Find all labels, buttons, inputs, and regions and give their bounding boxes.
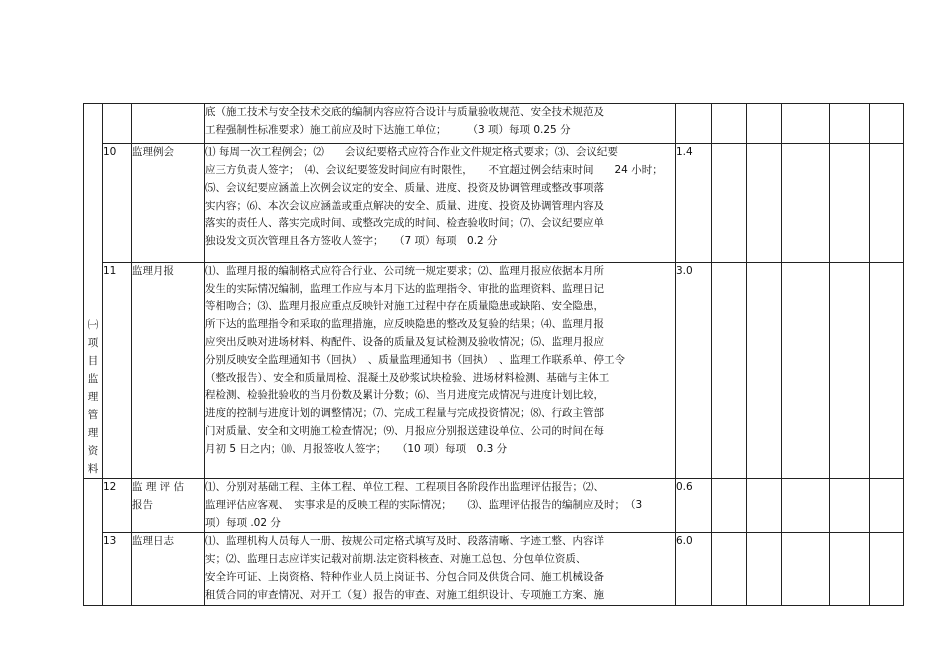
empty-cell	[870, 104, 904, 144]
empty-cell	[830, 262, 870, 478]
table-row	[84, 479, 904, 533]
empty-cell	[747, 479, 782, 533]
item-name: 监 理 评 估 报告	[132, 479, 205, 533]
empty-cell	[830, 104, 870, 144]
empty-cell	[870, 479, 904, 533]
item-content: ⑴ 每周一次工程例会；⑵ 会议纪要格式应符合作业文件规定格式要求；⑶、会议纪要 应三方负责人签字； ⑷、会议纪要签发时间应有时限性， 不宜超过例会结束时间 24 小时； ⑸、会议纪要应涵盖上次例会议定的安全、质量、进度、投资及协调管理或整改事项落 实内容；⑹、本次会议应涵盖或重点解决的安全、质量、进度、投资及协调管理内容及 落实的责任人、落实完成时间、或整改完成的时间、检查验收时间；⑺、会议纪要应单 独设发文页次管理且各方签收人签字； （7 项）每项 0.2 分	[205, 144, 676, 263]
scoring-table	[83, 103, 904, 606]
table-row	[84, 144, 904, 263]
empty-cell	[712, 533, 747, 605]
empty-cell	[870, 533, 904, 605]
category-label: ㈠ 项 目 监 理 管 理 资 料	[87, 319, 99, 475]
item-name: 监理日志	[132, 533, 205, 605]
item-score: 0.6	[676, 479, 712, 533]
item-name: 监理例会	[132, 144, 205, 263]
item-content: ⑴、监理月报的编制格式应符合行业、公司统一规定要求；⑵、监理月报应依据本月所 发生的实际情况编制，监理工作应与本月下达的监理指令、审批的监理资料、监理日记 等相吻合；⑶、监理月报应重点反映针对施工过程中存在质量隐患或缺陷、安全隐患， 所下达的监理指令和采取的监理措施，应反映隐患的整改及复验的结果；⑷、监理月报 应突出反映对进场材料、构配件、设备的质量及复试检测及验收情况；⑸、监理月报应 分别反映安全监理通知书（回执） 、质量监理通知书（回执） 、监理工作联系单、停工令 （整改报告）、安全和质量周检、混凝土及砂浆试块检验、进场材料检测、基础与主体工 程检测、检验批验收的当月份数及累计分数；⑹、当月进度完成情况与进度计划比较， 进度的控制与进度计划的调整情况；⑺、完成工程量与完成投资情况；⑻、行政主管部 门对质量、安全和文明施工检查情况；⑼、月报应分别报送建设单位、公司的时间在每 月初 5 日之内；⑽、月报签收人签字； （10 项）每项 0.3 分	[205, 262, 676, 478]
item-score	[676, 104, 712, 144]
item-name: 监理月报	[132, 262, 205, 478]
empty-cell	[782, 104, 830, 144]
item-content: ⑴、分别对基础工程、主体工程、单位工程、工程项目各阶段作出监理评估报告；⑵、 监理评估应客观、 实事求是的反映工程的实际情况； ⑶、监理评估报告的编制应及时； （3 项）每项 .02 分	[205, 479, 676, 533]
empty-cell	[830, 479, 870, 533]
item-name	[132, 104, 205, 144]
empty-cell	[830, 144, 870, 263]
empty-cell	[870, 262, 904, 478]
empty-cell	[782, 479, 830, 533]
empty-cell	[712, 144, 747, 263]
item-content: 底（施工技术与安全技术交底的编制内容应符合设计与质量验收规范、安全技术规范及 工程强制性标准要求）施工前应及时下达施工单位； （3 项）每项 0.25 分	[205, 104, 676, 144]
empty-cell	[782, 144, 830, 263]
item-score: 3.0	[676, 262, 712, 478]
table-row	[84, 262, 904, 478]
item-number: 11	[103, 262, 132, 478]
item-score: 1.4	[676, 144, 712, 263]
empty-cell	[747, 104, 782, 144]
empty-cell	[747, 144, 782, 263]
empty-cell	[712, 262, 747, 478]
table-row	[84, 104, 904, 144]
empty-cell	[747, 533, 782, 605]
category-cell	[84, 479, 103, 606]
item-number: 12	[103, 479, 132, 533]
empty-cell	[747, 262, 782, 478]
category-cell	[84, 104, 103, 479]
item-number	[103, 104, 132, 144]
table-row	[84, 533, 904, 605]
empty-cell	[712, 104, 747, 144]
empty-cell	[870, 144, 904, 263]
empty-cell	[782, 262, 830, 478]
empty-cell	[712, 479, 747, 533]
empty-cell	[782, 533, 830, 605]
item-number: 10	[103, 144, 132, 263]
item-content: ⑴、监理机构人员每人一册、按规公司定格式填写及时、段落清晰、字迹工整、内容详 实；⑵、监理日志应详实记载对前期.法定资料核查、对施工总包、分包单位资质、 安全许可证、上岗资格、特种作业人员上岗证书、分包合同及供货合同、施工机械设备 租赁合同的审查情况、对开工（复）报告的审查、对施工组织设计、专项施工方案、施	[205, 533, 676, 605]
item-score: 6.0	[676, 533, 712, 605]
item-number: 13	[103, 533, 132, 605]
empty-cell	[830, 533, 870, 605]
